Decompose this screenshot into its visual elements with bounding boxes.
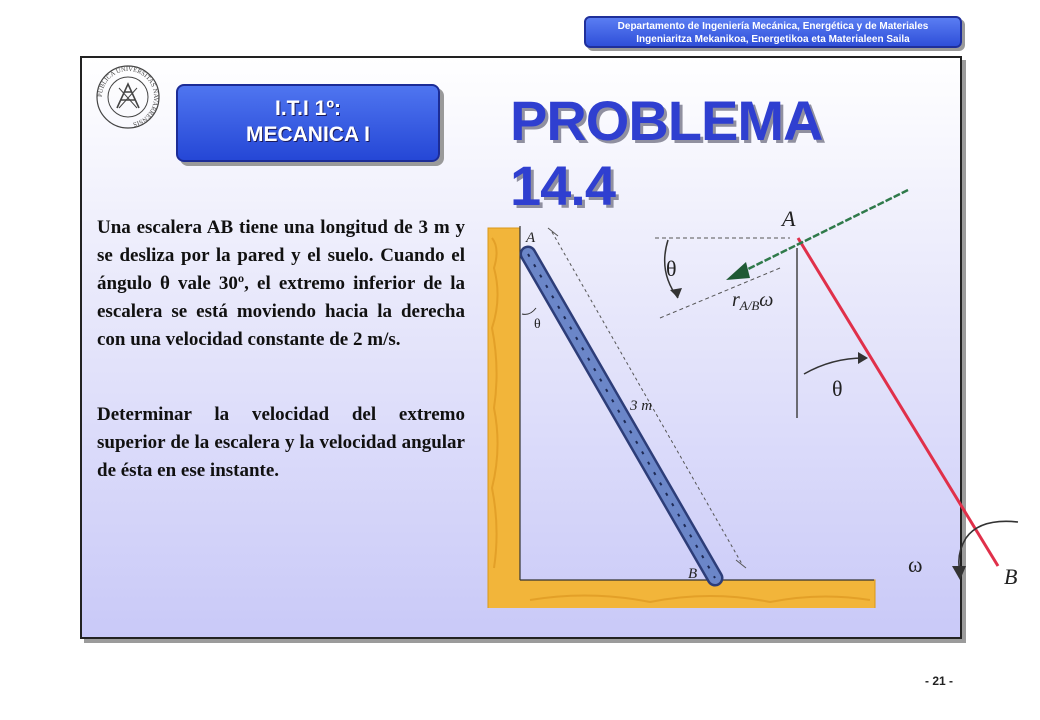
rod-ab <box>798 238 998 566</box>
department-line-1: Departamento de Ingeniería Mecánica, Energética y de Materiales <box>617 21 929 32</box>
problem-paragraph-1: Una escalera AB tiene una longitud de 3 m y se desliza por la pared y el suelo. Cuando el ángulo θ vale 30º, el extremo inferior de la escalera se está moviendo hacia la derecha con una velocidad constante de 2 m/s. <box>97 217 465 350</box>
university-seal-icon <box>95 64 161 130</box>
course-line-1: I.T.I 1º: <box>274 97 341 120</box>
label-theta-right: θ <box>832 376 843 401</box>
ladder-figure <box>470 188 1040 608</box>
label-a-right: A <box>782 206 796 231</box>
label-omega: ω <box>908 552 923 577</box>
problem-paragraph-2: Determinar la velocidad del extremo superior de la escalera y la velocidad angular de ésta en ese instante. <box>97 404 465 481</box>
length-label: 3 m <box>630 398 653 414</box>
label-b-right: B <box>1004 564 1018 589</box>
department-header <box>584 16 962 48</box>
label-b-left: B <box>688 566 698 582</box>
page-number: - 21 - <box>925 674 954 688</box>
page-title: PROBLEMA 14.4 <box>510 89 821 217</box>
label-theta-top: θ <box>666 256 677 281</box>
label-theta-left: θ <box>534 317 541 332</box>
seal-text: PUBLICA UNIVERSITAS NAVARRENSIS <box>96 65 160 128</box>
label-a-left: A <box>526 230 536 246</box>
department-line-2: Ingeniaritza Mekanikoa, Energetikoa eta Materialeen Saila <box>636 34 910 45</box>
course-line-2: MECANICA I <box>245 123 371 146</box>
label-r: $r_{A/B}\omega$ <box>732 289 774 313</box>
ladder <box>528 254 715 578</box>
course-badge <box>176 84 440 162</box>
